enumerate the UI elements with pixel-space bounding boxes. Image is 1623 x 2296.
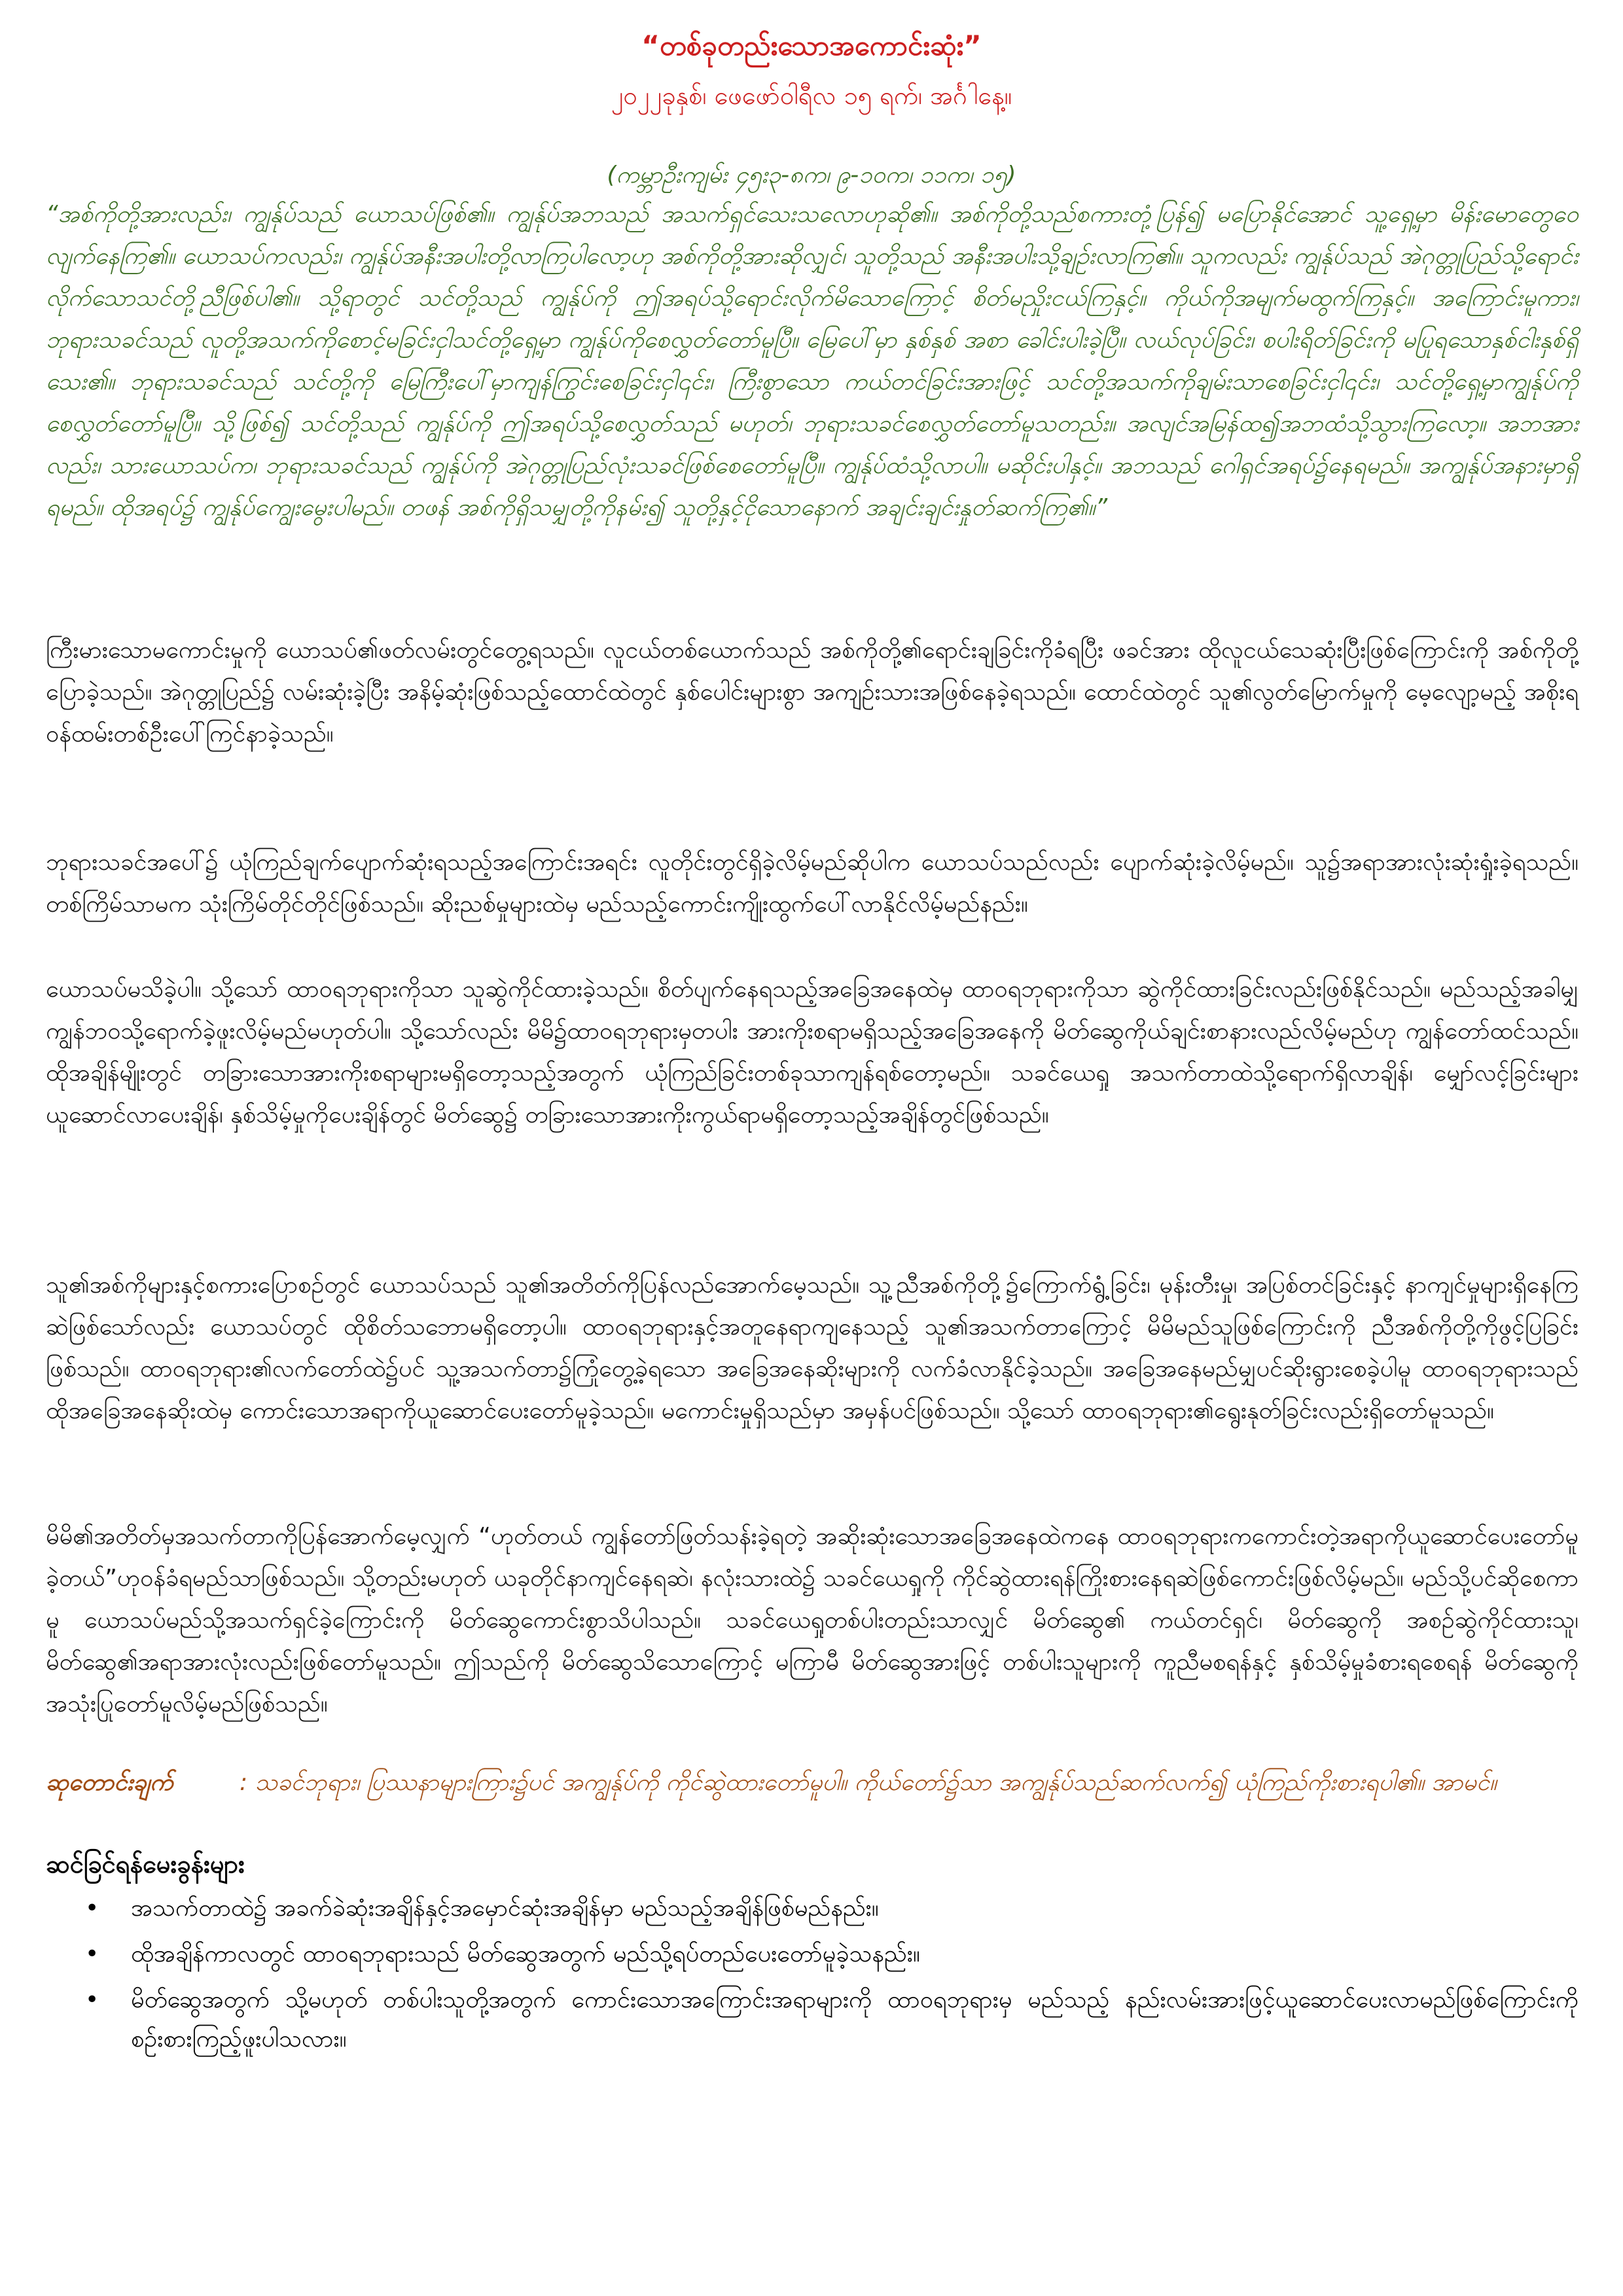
scripture-text: “အစ်ကိုတို့အားလည်း၊ ကျွန်ုပ်သည် ယောသပ်ဖြစ်၏။ ကျွန်ုပ်အဘသည် အသက်ရှင်သေးသလောဟုဆို၏။ အစ်ကိုတို့သည်စကားတုံ့ပြန်၍ မပြောနိုင်အောင် သူ့ရှေ့မှာ မိန်းမောတွေဝေလျက်နေကြ၏။ ယောသပ်ကလည်း၊ ကျွန်ုပ်အနီးအပါးတို့လာကြပါလော့ဟု အစ်ကိုတို့အားဆိုလျှင်၊ သူတို့သည် အနီးအပါးသို့ချဉ်းလာကြ၏။ သူကလည်း ကျွန်ုပ်သည် အဲဂုတ္တုပြည်သို့ရောင်းလိုက်သောသင်တို့ညီဖြစ်ပါ၏။ သို့ရာတွင် သင်တို့သည် ကျွန်ုပ်ကို ဤအရပ်သို့ရောင်းလိုက်မိသောကြောင့် စိတ်မညှိုးငယ်ကြနှင့်။ ကိုယ်ကိုအမျက်မထွက်ကြနှင့်။ အကြောင်းမူကား၊ ဘုရားသခင်သည် လူတို့အသက်ကိုစောင့်မခြင်းငှါသင်တို့ရှေ့မှာ ကျွန်ုပ်ကိုစေလွှတ်တော်မူပြီ။ မြေပေါ်မှာ နှစ်နှစ် အစာ ခေါင်းပါးခဲ့ပြီ။ လယ်လုပ်ခြင်း၊ စပါးရိတ်ခြင်းကို မပြုရသောနှစ်ငါးနှစ်ရှိသေး၏။ ဘုရားသခင်သည် သင်တို့ကို မြေကြီးပေါ်မှာကျန်ကြွင်းစေခြင်းငှါ၎င်း၊ ကြီးစွာသော ကယ်တင်ခြင်းအားဖြင့် သင်တို့အသက်ကိုချမ်းသာစေခြင်းငှါ၎င်း၊ သင်တို့ရှေ့မှာကျွန်ုပ်ကိုစေလွှတ်တော်မူပြီ။ သို့ဖြစ်၍ သင်တို့သည် ကျွန်ုပ်ကို ဤအရပ်သို့စေလွှတ်သည် မဟုတ်၊ ဘုရားသခင်စေလွှတ်တော်မူသတည်း။ အလျင်အမြန်ထ၍အဘထံသို့သွားကြလော့။ အဘအားလည်း၊ သားယောသပ်က၊ ဘုရားသခင်သည် ကျွန်ုပ်ကို အဲဂုတ္တုပြည်လုံးသခင်ဖြစ်စေတော်မူပြီ။ ကျွန်ုပ်ထံသို့လာပါ။ မဆိုင်းပါနှင့်။ အဘသည် ဂေါရှင်အရပ်၌နေရမည်။ အကျွန်ုပ်အနားမှာရှိရမည်။ ထိုအရပ်၌ ကျွန်ုပ်ကျွေးမွေးပါမည်။ တဖန် အစ်ကိုရှိသမျှတို့ကိုနမ်း၍ သူတို့နှင့်ငိုသောနောက် အချင်းချင်းနှုတ်ဆက်ကြ၏။” — [46, 201, 1578, 521]
questions-list — [46, 1889, 1578, 2066]
question-text: အသက်တာထဲ၌ အခက်ခဲဆုံးအချိန်နှင့်အမှောင်ဆုံးအချိန်မှာ မည်သည့်အချိန်ဖြစ်မည်နည်း။ — [131, 1895, 879, 1922]
body-paragraph-3: ယောသပ်မသိခဲ့ပါ။ သို့သော် ထာဝရဘုရားကိုသာ သူဆွဲကိုင်ထားခဲ့သည်။ စိတ်ပျက်နေရသည့်အခြေအနေထဲမှ ထာဝရဘုရားကိုသာ ဆွဲကိုင်ထားခြင်းလည်းဖြစ်နိုင်သည်။ မည်သည့်အခါမျှ ကျွန်ဘဝသို့ရောက်ခဲ့ဖူးလိမ့်မည်မဟုတ်ပါ။ သို့သော်လည်း မိမိ၌ထာဝရဘုရားမှတပါး အားကိုးစရာမရှိသည့်အခြေအနေကို မိတ်ဆွေကိုယ်ချင်းစာနားလည်လိမ့်မည်ဟု ကျွန်တော်ထင်သည်။ ထိုအချိန်မျိုးတွင် တခြားသောအားကိုးစရာများမရှိတော့သည့်အတွက် ယုံကြည်ခြင်းတစ်ခုသာကျန်ရစ်တော့မည်။ သခင်ယေရှု အသက်တာထဲသို့ရောက်ရှိလာချိန်၊ မျှော်လင့်ခြင်းများယူဆောင်လာပေးချိန်၊ နှစ်သိမ့်မှုကိုပေးချိန်တွင် မိတ်ဆွေ၌ တခြားသောအားကိုးကွယ်ရာမရှိတော့သည့်အချိန်တွင်ဖြစ်သည်။ — [46, 976, 1578, 1128]
body-paragraph-4: သူ၏အစ်ကိုများနှင့်စကားပြောစဉ်တွင် ယောသပ်သည် သူ၏အတိတ်ကိုပြန်လည်အောက်မေ့သည်။ သူ့ညီအစ်ကိုတို့၌ကြောက်ရွံ့ခြင်း၊ မုန်းတီးမှု၊ အပြစ်တင်ခြင်းနှင့် နာကျင်မှုများရှိနေကြဆဲဖြစ်သော်လည်း ယောသပ်တွင် ထိုစိတ်သဘောမရှိတော့ပါ။ ထာဝရဘုရားနှင့်အတူနေရာကျနေသည့် သူ၏အသက်တာကြောင့် မိမိမည်သူဖြစ်ကြောင်းကို ညီအစ်ကိုတို့ကိုဖွင့်ပြခြင်းဖြစ်သည်။ ထာဝရဘုရား၏လက်တော်ထဲ၌ပင် သူ့အသက်တာ၌ကြုံတွေ့ခဲ့ရသော အခြေအနေဆိုးများကို လက်ခံလာနိုင်ခဲ့သည်။ အခြေအနေမည်မျှပင်ဆိုးရွားစေခဲ့ပါမူ ထာဝရဘုရားသည် ထိုအခြေအနေဆိုးထဲမှ ကောင်းသောအရာကိုယူဆောင်ပေးတော်မူခဲ့သည်။ မကောင်းမှုရှိသည်မှာ အမှန်ပင်ဖြစ်သည်။ သို့သော် ထာဝရဘုရား၏ရွေးနုတ်ခြင်းလည်းရှိတော်မူသည်။ — [46, 1272, 1578, 1424]
body-paragraph-1: ကြီးမားသောမကောင်းမှုကို ယောသပ်၏ဖတ်လမ်းတွင်တွေ့ရသည်။ လူငယ်တစ်ယောက်သည် အစ်ကိုတို့၏ရောင်းချခြင်းကိုခံရပြီး ဖခင်အား ထိုလူငယ်သေဆုံးပြီးဖြစ်ကြောင်းကို အစ်ကိုတို့ပြောခဲ့သည်။ အဲဂုတ္တုပြည်၌ လမ်းဆုံးခဲ့ပြီး အနိမ့်ဆုံးဖြစ်သည့်ထောင်ထဲတွင် နှစ်ပေါင်းများစွာ အကျဉ်းသားအဖြစ်နေခဲ့ရသည်။ ထောင်ထဲတွင် သူ၏လွတ်မြောက်မှုကို မေ့လျော့မည့် အစိုးရဝန်ထမ်းတစ်ဦးပေါ်ကြင်နာခဲ့သည်။ — [46, 637, 1578, 747]
questions-heading: ဆင်ခြင်ရန်မေးခွန်းများ — [46, 1850, 245, 1878]
bullet-icon: • — [85, 1941, 99, 1967]
question-item-1 — [46, 1889, 1578, 1928]
prayer-section — [46, 1762, 1578, 1804]
body-paragraph-2: ဘုရားသခင်အပေါ်၌ ယုံကြည်ချက်ပျောက်ဆုံးရသည့်အကြောင်းအရင်း လူတိုင်းတွင်ရှိခဲ့လိမ့်မည်ဆိုပါက ယောသပ်သည်လည်း ပျောက်ဆုံးခဲ့လိမ့်မည်။ သူ၌အရာအားလုံးဆုံးရှုံးခဲ့ရသည်။ တစ်ကြိမ်သာမက သုံးကြိမ်တိုင်တိုင်ဖြစ်သည်။ ဆိုးညစ်မှုများထဲမှ မည်သည့်ကောင်းကျိုးထွက်ပေါ်လာနိုင်လိမ့်မည်နည်း။ — [46, 849, 1578, 918]
date-line: ၂၀၂၂ခုနှစ်၊ ဖေဖော်ဝါရီလ ၁၅ ရက်၊ အင်္ဂါနေ့။ — [611, 81, 1012, 110]
question-text: ထိုအချိန်ကာလတွင် ထာဝရဘုရားသည် မိတ်ဆွေအတွက် မည်သို့ရပ်တည်ပေးတော်မူခဲ့သနည်း။ — [131, 1941, 920, 1967]
prayer-label: ဆုတောင်းချက် — [46, 1769, 173, 1796]
question-item-2 — [46, 1935, 1578, 1974]
scripture-reference: (ကမ္ဘာဦးကျမ်း ၄၅း၃-၈က၊ ၉-၁၀က၊ ၁၁က၊ ၁၅) — [607, 162, 1016, 188]
prayer-text: : သခင်ဘုရား၊ ပြဿနာများကြား၌ပင် အကျွန်ုပ်ကို ကိုင်ဆွဲထားတော်မူပါ။ ကိုယ်တော်၌သာ အကျွန်ုပ်သည်ဆက်လက်၍ ယုံကြည်ကိုးစားရပါ၏။ အာမင်။ — [239, 1769, 1497, 1796]
bullet-icon: • — [85, 1895, 99, 1922]
page-title: “တစ်ခုတည်းသောအကောင်းဆုံး” — [641, 29, 982, 62]
body-paragraph-5: မိမိ၏အတိတ်မှအသက်တာကိုပြန်အောက်မေ့လျှက် “ဟုတ်တယ် ကျွန်တော်ဖြတ်သန်းခဲ့ရတဲ့ အဆိုးဆုံးသောအခြေအနေထဲကနေ ထာဝရဘုရားကကောင်းတဲ့အရာကိုယူဆောင်ပေးတော်မူခဲ့တယ်”ဟုဝန်ခံရမည်သာဖြစ်သည်။ သို့တည်းမဟုတ် ယခုတိုင်နာကျင်နေရဆဲ၊ နလုံးသားထဲ၌ သခင်ယေရှုကို ကိုင်ဆွဲထားရန်ကြိုးစားနေရဆဲဖြစ်ကောင်းဖြစ်လိမ့်မည်။ မည်သို့ပင်ဆိုစေကာမူ ယောသပ်မည်သို့အသက်ရှင်ခဲ့ကြောင်းကို မိတ်ဆွေကောင်းစွာသိပါသည်။ သခင်ယေရှုတစ်ပါးတည်းသာလျှင် မိတ်ဆွေ၏ ကယ်တင်ရှင်၊ မိတ်ဆွေကို အစဉ်ဆွဲကိုင်ထားသူ၊ မိတ်ဆွေ၏အရာအားလုံးလည်းဖြစ်တော်မူသည်။ ဤသည်ကို မိတ်ဆွေသိသောကြောင့် မကြာမီ မိတ်ဆွေအားဖြင့် တစ်ပါးသူများကို ကူညီမစရန်နှင့် နှစ်သိမ့်မှုခံစားရစေရန် မိတ်ဆွေကို အသုံးပြုတော်မူလိမ့်မည်ဖြစ်သည်။ — [46, 1523, 1578, 1717]
question-item-3 — [46, 1981, 1578, 2059]
bullet-icon: • — [85, 1986, 99, 2013]
question-text: မိတ်ဆွေအတွက် သို့မဟုတ် တစ်ပါးသူတို့အတွက် ကောင်းသောအကြောင်းအရာများကို ထာဝရဘုရားမှ မည်သည့် နည်းလမ်းအားဖြင့်ယူဆောင်ပေးလာမည်ဖြစ်ကြောင်းကို စဉ်းစားကြည့်ဖူးပါသလား။ — [131, 1986, 1578, 2053]
